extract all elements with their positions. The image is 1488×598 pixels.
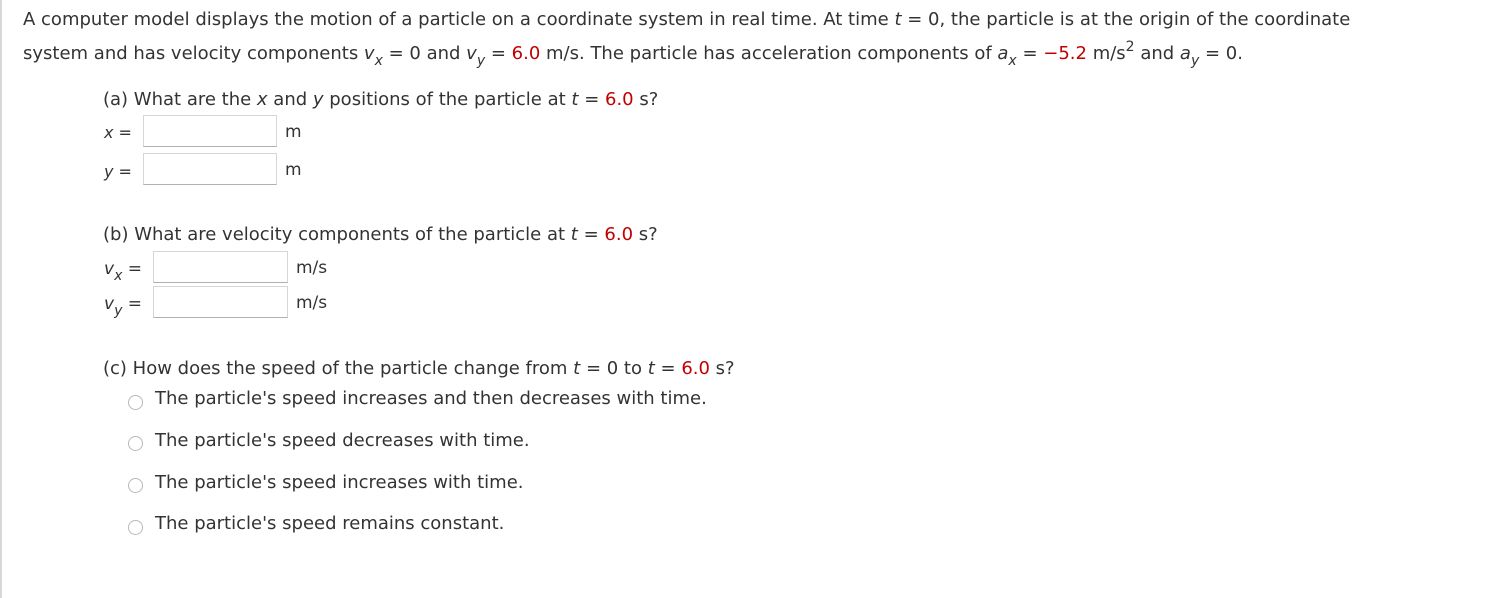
subscript-x: x: [374, 53, 383, 69]
text: s?: [709, 358, 735, 379]
given-time-value: 6.0: [605, 89, 634, 110]
option-4-label[interactable]: The particle's speed remains constant.: [155, 513, 505, 534]
subscript-x: x: [1008, 53, 1017, 69]
var-t: t: [570, 224, 578, 245]
text: = 0 to: [580, 358, 648, 379]
problem-statement-line-1: [23, 10, 1350, 30]
vy-input[interactable]: [153, 286, 288, 318]
x-unit: m: [285, 122, 302, 142]
subscript-y: y: [476, 53, 486, 69]
equals-sign: =: [113, 123, 132, 142]
radio-option-1[interactable]: [128, 395, 143, 410]
var-a: a: [1179, 43, 1191, 64]
text: =: [485, 43, 512, 64]
text: (b) What are velocity components of the particle at: [103, 224, 571, 245]
radio-option-2[interactable]: [128, 436, 143, 451]
var-t: t: [573, 358, 581, 379]
var-v: v: [104, 259, 115, 279]
var-t: t: [894, 9, 902, 30]
y-position-input[interactable]: [143, 153, 277, 185]
radio-option-4[interactable]: [128, 520, 143, 535]
var-x: x: [104, 123, 114, 142]
vx-label: [104, 259, 143, 284]
text: s?: [633, 89, 659, 110]
part-a-question: [103, 89, 658, 110]
text: system and has velocity components: [23, 43, 364, 64]
part-b-question: [103, 224, 658, 245]
y-unit: m: [285, 160, 302, 180]
subscript-x: x: [114, 268, 123, 284]
option-1-label[interactable]: The particle's speed increases and then decreases with time.: [155, 388, 707, 409]
var-v: v: [104, 294, 115, 314]
text: (a) What are the: [103, 89, 257, 110]
text: m/s: [1086, 43, 1126, 64]
equals-sign: =: [122, 294, 143, 314]
text: and: [267, 89, 313, 110]
left-border: [0, 0, 2, 598]
text: m/s. The particle has acceleration components of: [540, 43, 998, 64]
problem-statement-line-2: [23, 39, 1243, 69]
vx-unit: m/s: [296, 258, 328, 278]
subscript-y: y: [1190, 53, 1200, 69]
subscript-y: y: [114, 303, 123, 319]
var-x: x: [256, 89, 268, 110]
var-v: v: [363, 43, 375, 64]
part-c-question: [103, 358, 735, 379]
option-2-label[interactable]: The particle's speed decreases with time.: [155, 430, 530, 451]
var-y: y: [312, 89, 324, 110]
text: =: [578, 89, 605, 110]
given-time-value: 6.0: [681, 358, 710, 379]
text: positions of the particle at: [323, 89, 572, 110]
text: =: [1016, 43, 1044, 64]
y-position-label: [104, 162, 132, 181]
equals-sign: =: [113, 162, 132, 181]
text: s?: [633, 224, 658, 245]
text: and: [1134, 43, 1180, 64]
x-position-input[interactable]: [143, 115, 277, 147]
vy-label: [104, 294, 143, 319]
text: =: [654, 358, 682, 379]
text: = 0, the particle is at the origin of the coordinate: [901, 9, 1351, 30]
vx-input[interactable]: [153, 251, 288, 283]
var-t: t: [647, 358, 655, 379]
given-ax-value: −5.2: [1043, 43, 1087, 64]
text: = 0.: [1199, 43, 1243, 64]
text: = 0 and: [382, 43, 467, 64]
var-y: y: [104, 162, 114, 181]
x-position-label: [104, 123, 132, 142]
var-t: t: [571, 89, 579, 110]
equals-sign: =: [122, 259, 143, 279]
given-vy-value: 6.0: [511, 43, 541, 64]
option-3-label[interactable]: The particle's speed increases with time.: [155, 472, 524, 493]
text: =: [577, 224, 605, 245]
radio-option-3[interactable]: [128, 478, 143, 493]
var-v: v: [466, 43, 477, 64]
text: A computer model displays the motion of a particle on a coordinate system in real time. At time: [23, 9, 895, 30]
var-a: a: [997, 43, 1009, 64]
given-time-value: 6.0: [604, 224, 634, 245]
text: (c) How does the speed of the particle change from: [103, 358, 574, 379]
superscript-2: 2: [1125, 39, 1135, 55]
vy-unit: m/s: [296, 293, 328, 313]
